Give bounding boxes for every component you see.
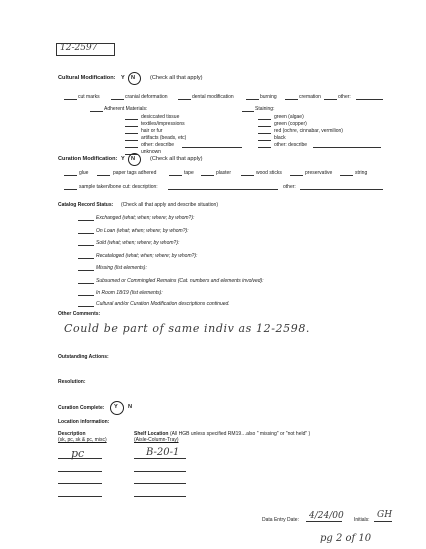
adherent-item[interactable]: hair or fur (141, 128, 163, 134)
catalog-status-title: Catalog Record Status: (58, 202, 114, 208)
shelf-location-header: Shelf Location (134, 431, 169, 437)
curation-no[interactable]: N (131, 156, 136, 162)
option-cranial-deformation[interactable]: cranial deformation (125, 94, 168, 100)
status-item[interactable]: In Room 18/19 (list elements): (96, 290, 163, 296)
status-item[interactable]: Missing (list elements): (96, 265, 147, 271)
cultural-modification-title: Cultural Modification: (58, 75, 116, 81)
adherent-item[interactable]: other: describe (141, 142, 175, 148)
option-paper-tags[interactable]: paper tags adhered (113, 170, 157, 176)
description-header: Description (58, 431, 86, 437)
staining-item[interactable]: green (copper) (274, 121, 307, 127)
cultural-instruction: (Check all that apply) (150, 75, 203, 81)
curation-modification-title: Curation Modification: (58, 156, 118, 162)
catalog-status-instruction: (Check all that apply and describe situation) (121, 202, 218, 208)
description-value: pc (71, 447, 85, 460)
option-dental-modification[interactable]: dental modification (192, 94, 234, 100)
option-string[interactable]: string (355, 170, 368, 176)
staining-item[interactable]: green (algae) (274, 114, 304, 120)
curation-complete-yes[interactable]: Y (114, 404, 118, 410)
status-item[interactable]: Sold (what; when; where; by whom?): (96, 240, 180, 246)
staining-item[interactable]: other: describe (274, 142, 308, 148)
shelf-location-note: (All HGB unless specified RM19…also " missing" or "not held" ) (170, 431, 311, 437)
curation-complete-no[interactable]: N (128, 404, 133, 410)
data-entry-date-label: Data Entry Date: (262, 517, 299, 523)
catalog-number: 12-2597 (60, 43, 98, 53)
curation-other-label: other: (283, 184, 296, 190)
description-subheader: (sk, pc, sk & pc, misc) (58, 437, 107, 443)
status-item[interactable]: Subsumed or Commingled Remains (Cat. numbers and elements involved): (96, 278, 264, 284)
page-note: pg 2 of 10 (320, 533, 372, 544)
curation-complete-title: Curation Complete: (58, 405, 105, 411)
shelf-location-subheader: (Aisle-Column-Tray) (134, 437, 179, 443)
option-tape[interactable]: tape (184, 170, 194, 176)
data-entry-date-value: 4/24/00 (309, 511, 344, 521)
location-title: Location information: (58, 419, 110, 425)
outstanding-actions-title: Outstanding Actions: (58, 354, 109, 360)
cultural-yes[interactable]: Y (121, 75, 125, 81)
resolution-title: Resolution: (58, 379, 86, 385)
option-other[interactable]: other: (338, 94, 351, 100)
option-glue[interactable]: glue (79, 170, 89, 176)
adherent-item[interactable]: desiccated tissue (141, 114, 180, 120)
shelf-location-value: B-20-1 (146, 447, 180, 458)
status-item[interactable]: Cultural and/or Curation Modification descriptions continued. (96, 301, 230, 307)
staining-label: Staining: (255, 106, 275, 112)
curation-instruction: (Check all that apply) (150, 156, 203, 162)
adherent-item[interactable]: artifacts (beads, etc) (141, 135, 187, 141)
other-comments-title: Other Comments: (58, 311, 101, 317)
option-preservative[interactable]: preservative (305, 170, 333, 176)
initials-value: GH (377, 510, 393, 520)
initials-label: Initials: (354, 517, 370, 523)
cultural-no[interactable]: N (131, 75, 136, 81)
adherent-item[interactable]: textiles/impressions (141, 121, 185, 127)
curation-yes[interactable]: Y (121, 156, 125, 162)
other-comments-handwritten: Could be part of same indiv as 12-2598. (64, 322, 311, 335)
status-item[interactable]: Exchanged (what; when; where; by whom?): (96, 215, 195, 221)
staining-item[interactable]: black (274, 135, 286, 141)
option-plaster[interactable]: plaster (216, 170, 232, 176)
option-cut-marks[interactable]: cut marks (78, 94, 100, 100)
status-item[interactable]: Recataloged (what; when; where; by whom?): (96, 253, 198, 259)
staining-item[interactable]: red (ochre, cinnabar, vermilion) (274, 128, 343, 134)
status-item[interactable]: On Loan (what; when; where; by whom?): (96, 228, 189, 234)
option-burning[interactable]: burning (260, 94, 277, 100)
adherent-materials-label: Adherent Materials: (104, 106, 148, 112)
option-cremation[interactable]: cremation (299, 94, 321, 100)
sample-taken-label: sample taken/bone cut: description: (79, 184, 158, 190)
adherent-item[interactable]: unknown (141, 149, 162, 155)
option-wood-sticks[interactable]: wood sticks (256, 170, 282, 176)
